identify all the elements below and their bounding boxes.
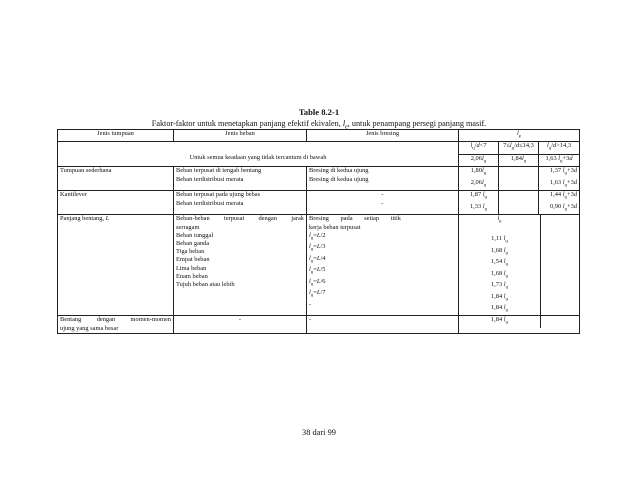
header-jenis-tumpuan: Jenis tumpuan [58,130,174,142]
beban-head-line [176,215,304,223]
value-line: 1,37 $l_u+3d$ [549,167,578,177]
value-line: 1,87 $l_u$ [469,191,488,201]
table-title: Table 8.2-1 [298,107,340,117]
word: jarak [291,215,304,223]
beban-line: Beban tunggal [176,231,214,239]
row-tumpuan: Panjang bentang, L [58,215,174,316]
beban-line: Lima beban [176,264,207,272]
row-c3 [539,191,580,215]
bresing-line: - [381,191,384,199]
word: setiap [364,215,380,223]
header-jenis-bresing: Jenis bresing [307,130,459,142]
value-line: $1,80l_u$ [470,167,487,177]
beban-line: Beban terdistribusi merata [176,199,244,207]
beban-line: serragam [176,223,200,231]
beban-line: Beban terpusat pada ujung bebas [176,191,261,199]
caption-text: Faktor-faktor untuk menetapkan panjang efektif ekivalen, [151,119,343,128]
bresing-line: $l_u=L/3$ [309,243,326,253]
value-line: 1,68 $l_u$ [490,269,509,279]
bresing-line: $l_u=L/4$ [309,254,326,265]
subheader-3: $l_u/d>14,3$ [539,142,580,154]
subheader-2: $7\le l_u/d\le 14,3$ [499,142,539,154]
beban-line: Tujuh beban atau lebih [176,281,235,289]
value-line: $2,06l_u$ [470,178,487,189]
table-row [58,316,580,333]
row-bresing: - [307,316,459,333]
all-cases-row [58,154,580,166]
row-le-values [459,215,580,316]
beban-line: Empat beban [176,256,210,264]
value-line: 1,54 $l_u$ [490,258,509,268]
bresing-line: $l_u=L/6$ [309,277,326,288]
row-tumpuan: Kantilever [58,191,174,215]
word: dengan [258,215,277,223]
bresing-line: $l_u=L/5$ [309,266,326,276]
row-bresing [307,167,459,191]
le-values-column [459,215,541,315]
beban-line: Beban terpusat di tengah bentang [176,167,262,175]
table-row [58,191,580,215]
tumpuan-head-line [60,316,171,324]
caption-subscript: e [345,124,348,131]
bresing-line: Bresing di kedua ujung [309,167,369,175]
value-line: 1,73 $l_u$ [490,281,509,291]
all-cases-label: Untuk semua keadaan yang tidak tercantum di bawah [58,154,459,166]
word: Bresing [309,215,329,223]
row-tumpuan: Tumpuan sederhana [58,167,174,191]
caption-symbol: l [342,119,346,128]
beban-line: Beban terdistribusi merata [176,175,244,183]
row-c2 [499,167,539,191]
row-tumpuan [58,316,174,333]
subheader-row [58,142,580,154]
row-c2 [499,191,539,215]
page-footer: 38 dari 99 [302,428,336,437]
row-beban: - [174,316,307,333]
word: Bentang [60,316,82,324]
le-values-column: 1,84 $l_u$ [459,316,541,327]
all-cases-v3: 1,63 $l_u+3d$ [539,154,580,166]
word: titik [390,215,401,223]
value-line: 1,33 $l_u$ [469,202,488,213]
value-line: 0,90 $l_u+3d$ [549,202,578,213]
word: Beban-beban [176,215,210,223]
row-bresing [307,215,459,316]
beban-line: Enam beban [176,272,208,280]
bresing-line: $l_u=L/2$ [309,231,326,242]
bresing-line: - [309,300,312,308]
row-le-values [459,316,580,333]
value-line: 1,68 $l_u$ [490,246,509,256]
value-line: $l_e$ [497,215,502,225]
bresing-line: Bresing di kedua ujung [309,175,369,183]
all-cases-v2: $1,84l_u$ [499,154,539,166]
header-row [58,130,580,142]
row-beban [174,215,307,316]
row-c3 [539,167,580,191]
tumpuan-line: ujung yang sama besar [60,324,119,332]
bresing-head-line [309,215,401,223]
value-line: 1,63 $l_u+3d$ [549,178,578,189]
value-line: 1,84 $l_u$ [490,292,509,302]
beban-line: Beban ganda [176,240,210,247]
subheader-1: $l_u/d<7$ [459,142,499,154]
value-line: 1,84 $l_u$ [490,303,509,314]
table-row [58,167,580,191]
all-cases-v1: $2,06l_u$ [459,154,499,166]
word: momen-momen [130,316,171,324]
word: pada [340,215,353,223]
header-le: $l_e$ [459,130,580,142]
value-line: 1,11 $l_u$ [491,235,508,245]
caption-text: , untuk penampang persegi panjang masif. [347,119,487,128]
bresing-line: $l_u=L/7$ [309,289,326,299]
row-c1 [459,191,499,215]
row-bresing [307,191,459,215]
word: dengan [96,316,116,324]
row-beban [174,191,307,215]
effective-length-table [57,129,580,334]
row-c1 [459,167,499,191]
beban-line: Tiga beban [176,248,205,256]
bresing-line: - [381,199,384,207]
word: terpusat [223,215,245,223]
value-line [459,227,540,235]
bresing-line: kerja beban terpusat [309,223,361,231]
value-line: 1,44 $l_u+3d$ [549,191,578,201]
header-jenis-beban: Jenis beban [174,130,307,142]
row-beban [174,167,307,191]
table-row [58,215,580,316]
